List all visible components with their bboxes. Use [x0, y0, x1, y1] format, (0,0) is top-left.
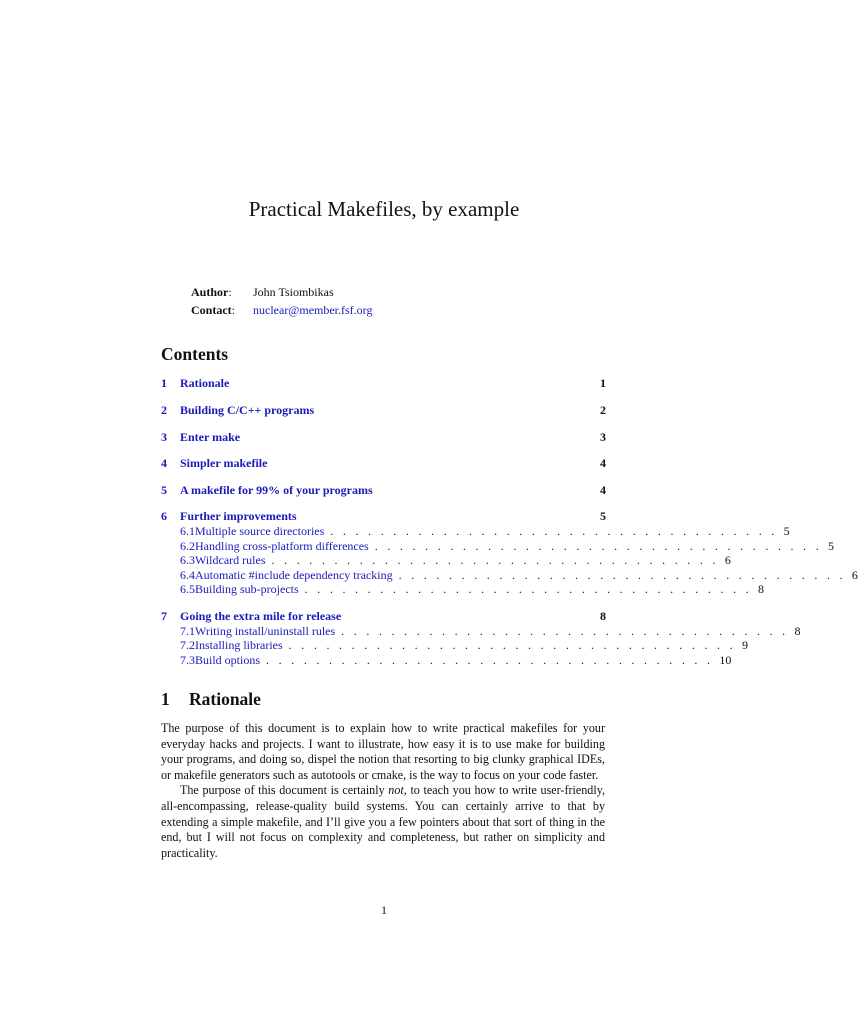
toc-subsection-6-4[interactable]: 6.4 Automatic #include dependency tracking . . . . . . . . . . . . . . . . . . . . . . . . . . . . . . . . . . . . 6 [180, 568, 858, 582]
toc-subsection-7-3[interactable]: 7.3 Build options . . . . . . . . . . . . . . . . . . . . . . . . . . . . . . . . . . . . 10 [180, 653, 732, 667]
toc-leader-dots: . . . . . . . . . . . . . . . . . . . . . . . . . . . . . . . . . . . . [271, 553, 719, 567]
toc-section-7[interactable]: 7 Going the extra mile for release 8 [161, 608, 606, 623]
paragraph-2: The purpose of this document is certainly not, to teach you how to write user-friendly, all-encompassing, release-quality build systems. You can certainly arrive to that by extending a simple makefile, and I’ll give you a few pointers about that sort of thing in the end, but I will not focus on complexity and completeness, but rather on simplicity and practicality. [161, 783, 605, 860]
toc-subsection-7-2[interactable]: 7.2 Installing libraries . . . . . . . . . . . . . . . . . . . . . . . . . . . . . . . . . . . . 9 [180, 638, 748, 652]
toc-leader-dots: . . . . . . . . . . . . . . . . . . . . . . . . . . . . . . . . . . . . [398, 568, 846, 582]
toc-leader-dots: . . . . . . . . . . . . . . . . . . . . . . . . . . . . . . . . . . . . [266, 653, 714, 667]
toc-leader-dots: . . . . . . . . . . . . . . . . . . . . . . . . . . . . . . . . . . . . [374, 539, 823, 553]
author-block [191, 283, 372, 319]
paragraph-1: The purpose of this document is to explain how to write practical makefiles for your everyday hacks and projects. I want to illustrate, how easy it is to use make for building your programs, and doing so, dispel the notion that resorting to big clunky graphical IDEs, or makefile generators such as autotools or cmake, is the way to focus on your code faster. [161, 721, 605, 782]
contact-email-link[interactable]: nuclear@member.fsf.org [253, 303, 373, 317]
toc-section-1[interactable]: 1 Rationale 1 [161, 375, 606, 390]
author-name: John Tsiombikas [253, 285, 334, 299]
toc-section-6[interactable]: 6 Further improvements 5 [161, 508, 606, 523]
toc-section-4[interactable]: 4 Simpler makefile 4 [161, 455, 606, 470]
toc-section-5[interactable]: 5 A makefile for 99% of your programs 4 [161, 482, 606, 497]
toc-subsection-7-1[interactable]: 7.1 Writing install/uninstall rules . . . . . . . . . . . . . . . . . . . . . . . . . . . . . . . . . . . . 8 [180, 624, 801, 638]
emphasis-not: not [388, 783, 404, 798]
toc-subsection-6-1[interactable]: 6.1 Multiple source directories . . . . . . . . . . . . . . . . . . . . . . . . . . . . . . . . . . . . 5 [180, 524, 790, 538]
author-label: Author [191, 285, 229, 299]
toc-leader-dots: . . . . . . . . . . . . . . . . . . . . . . . . . . . . . . . . . . . . [330, 524, 778, 538]
toc-section-3[interactable]: 3 Enter make 3 [161, 429, 606, 444]
toc-subsection-6-5[interactable]: 6.5 Building sub-projects . . . . . . . . . . . . . . . . . . . . . . . . . . . . . . . . . . . . 8 [180, 582, 764, 596]
toc-leader-dots: . . . . . . . . . . . . . . . . . . . . . . . . . . . . . . . . . . . . [304, 582, 752, 596]
toc-subsection-6-3[interactable]: 6.3 Wildcard rules . . . . . . . . . . . . . . . . . . . . . . . . . . . . . . . . . . . . 6 [180, 553, 731, 567]
toc-leader-dots: . . . . . . . . . . . . . . . . . . . . . . . . . . . . . . . . . . . . [288, 638, 736, 652]
page-number: 1 [381, 903, 387, 917]
toc-subsection-6-2[interactable]: 6.2 Handling cross-platform differences . . . . . . . . . . . . . . . . . . . . . . . . . . . . . . . . . . . . 5 [180, 539, 835, 553]
toc-leader-dots: . . . . . . . . . . . . . . . . . . . . . . . . . . . . . . . . . . . . [341, 624, 789, 638]
section-heading-rationale: 1 Rationale [161, 689, 261, 709]
contact-row: Contact: nuclear@member.fsf.org [191, 303, 373, 317]
document-title: Practical Makefiles, by example [248, 197, 520, 221]
author-row: Author: John Tsiombikas [191, 285, 334, 299]
contents-heading: Contents [161, 344, 229, 364]
toc-section-2[interactable]: 2 Building C/C++ programs 2 [161, 402, 606, 417]
contact-label: Contact [191, 303, 232, 317]
rationale-body [161, 721, 605, 861]
